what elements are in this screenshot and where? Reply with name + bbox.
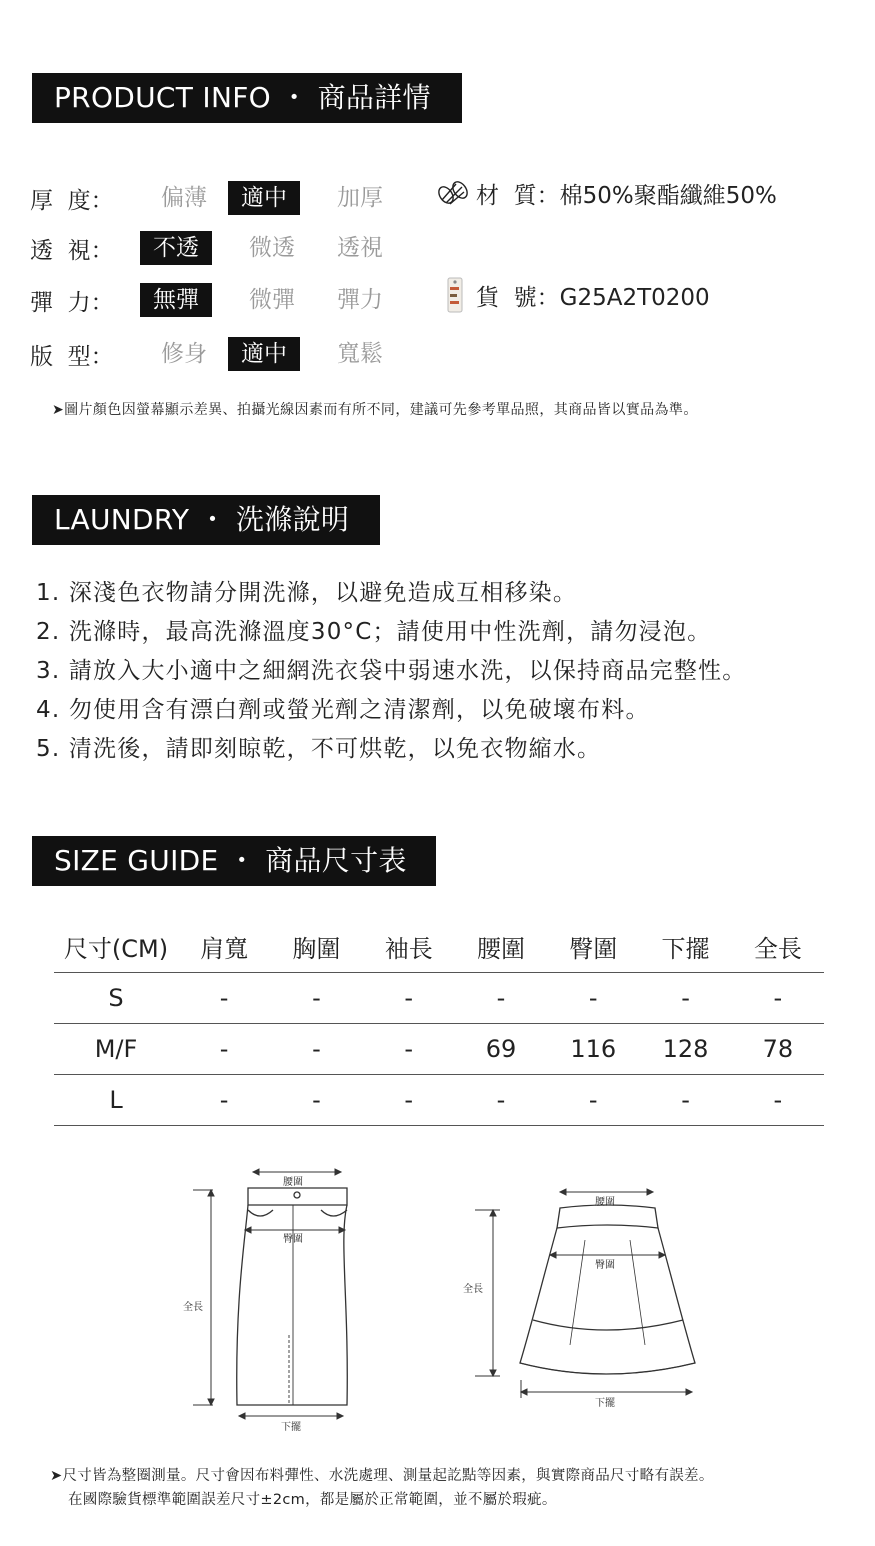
attribute-option: 修身 [161, 341, 207, 367]
laundry-item: 5. 清洗後，請即刻晾乾，不可烘乾，以免衣物縮水。 [36, 736, 602, 762]
a-line-hem-label: 下擺 [595, 1398, 615, 1409]
attribute-option: 彈力 [337, 287, 383, 313]
size-footnote-1: ➤尺寸皆為整圈測量。尺寸會因布料彈性、水洗處理、測量起訖點等因素，與實際商品尺寸略有誤差。 [50, 1468, 714, 1484]
size-value-cell: 128 [639, 1023, 731, 1074]
laundry-item: 4. 勿使用含有漂白劑或螢光劑之清潔劑，以免破壞布料。 [36, 697, 650, 723]
attribute-option-selected: 無彈 [140, 283, 212, 317]
attribute-option-selected: 適中 [228, 181, 300, 215]
a-line-waist-label: 腰圍 [595, 1197, 615, 1208]
attribute-row [30, 180, 404, 216]
attribute-option-selected: 不透 [140, 231, 212, 265]
size-value-cell: 78 [732, 1023, 824, 1074]
a-line-skirt-diagram [455, 1180, 705, 1420]
laundry-item: 3. 請放入大小適中之細網洗衣袋中弱速水洗，以保持商品完整性。 [36, 658, 747, 684]
size-value-cell: - [363, 1074, 455, 1125]
size-value-cell: - [639, 972, 731, 1023]
pencil-hem-label: 下擺 [281, 1422, 301, 1433]
size-label-cell: L [54, 1074, 178, 1125]
size-guide-header: SIZE GUIDE ・ 商品尺寸表 [32, 836, 436, 886]
item-number-text: 貨 號：G25A2T0200 [476, 284, 710, 311]
size-row [54, 1023, 824, 1074]
attribute-row [30, 336, 404, 372]
column-header: 全長 [732, 922, 824, 972]
attribute-label: 透 視： [30, 237, 114, 264]
size-table-header-row [54, 922, 824, 972]
size-value-cell: - [270, 1023, 362, 1074]
pencil-skirt-diagram [175, 1160, 365, 1440]
attribute-option: 微透 [249, 235, 295, 261]
size-value-cell: - [270, 972, 362, 1023]
size-value-cell: - [178, 972, 270, 1023]
attribute-row [30, 282, 404, 318]
attribute-label: 彈 力： [30, 289, 114, 316]
size-value-cell: - [178, 1074, 270, 1125]
pencil-waist-label: 腰圍 [283, 1177, 303, 1188]
attribute-option-selected: 適中 [228, 337, 300, 371]
laundry-header: LAUNDRY ・ 洗滌說明 [32, 495, 380, 545]
a-line-length-label: 全長 [463, 1284, 483, 1295]
size-value-cell: - [547, 1074, 639, 1125]
size-value-cell: 69 [455, 1023, 547, 1074]
size-table [54, 922, 824, 1126]
column-header: 腰圍 [455, 922, 547, 972]
attribute-row [30, 230, 404, 266]
size-value-cell: - [363, 972, 455, 1023]
column-header: 袖長 [363, 922, 455, 972]
product-info-header: PRODUCT INFO ・ 商品詳情 [32, 73, 462, 123]
size-value-cell: - [178, 1023, 270, 1074]
color-disclaimer: ➤圖片顏色因螢幕顯示差異、拍攝光線因素而有所不同，建議可先參考單品照，其商品皆以實品為準。 [52, 402, 698, 418]
column-header: 臀圍 [547, 922, 639, 972]
pencil-length-label: 全長 [183, 1302, 203, 1313]
material-line [436, 175, 777, 211]
item-number-line [436, 277, 710, 313]
size-value-cell: - [455, 972, 547, 1023]
size-footnote-2: 在國際驗貨標準範圍誤差尺寸±2cm，都是屬於正常範圍，並不屬於瑕疵。 [68, 1492, 557, 1508]
column-header: 下擺 [639, 922, 731, 972]
attribute-option: 加厚 [337, 185, 383, 211]
attribute-label: 版 型： [30, 343, 114, 370]
column-header: 肩寬 [178, 922, 270, 972]
size-value-cell: - [270, 1074, 362, 1125]
size-value-cell: - [732, 1074, 824, 1125]
size-value-cell: - [455, 1074, 547, 1125]
size-label-cell: M/F [54, 1023, 178, 1074]
size-value-cell: - [547, 972, 639, 1023]
attribute-option: 寬鬆 [337, 341, 383, 367]
attribute-option: 微彈 [249, 287, 295, 313]
yarn-spool-icon [436, 175, 472, 211]
tag-icon [436, 277, 472, 313]
size-row [54, 972, 824, 1023]
size-value-cell: - [363, 1023, 455, 1074]
column-header: 胸圍 [270, 922, 362, 972]
attribute-label: 厚 度： [30, 187, 114, 214]
size-value-cell: - [732, 972, 824, 1023]
laundry-instructions [36, 575, 746, 770]
size-value-cell: 116 [547, 1023, 639, 1074]
size-value-cell: - [639, 1074, 731, 1125]
laundry-item: 2. 洗滌時，最高洗滌溫度30°C；請使用中性洗劑，請勿浸泡。 [36, 619, 712, 645]
material-text: 材 質：棉50%聚酯纖維50% [476, 182, 777, 209]
attribute-option: 透視 [337, 235, 383, 261]
laundry-item: 1. 深淺色衣物請分開洗滌，以避免造成互相移染。 [36, 580, 578, 606]
pencil-hip-label: 臀圍 [283, 1234, 303, 1245]
attribute-option: 偏薄 [161, 185, 207, 211]
size-label-cell: S [54, 972, 178, 1023]
a-line-hip-label: 臀圍 [595, 1260, 615, 1271]
column-header: 尺寸(CM) [54, 922, 178, 972]
size-row [54, 1074, 824, 1125]
